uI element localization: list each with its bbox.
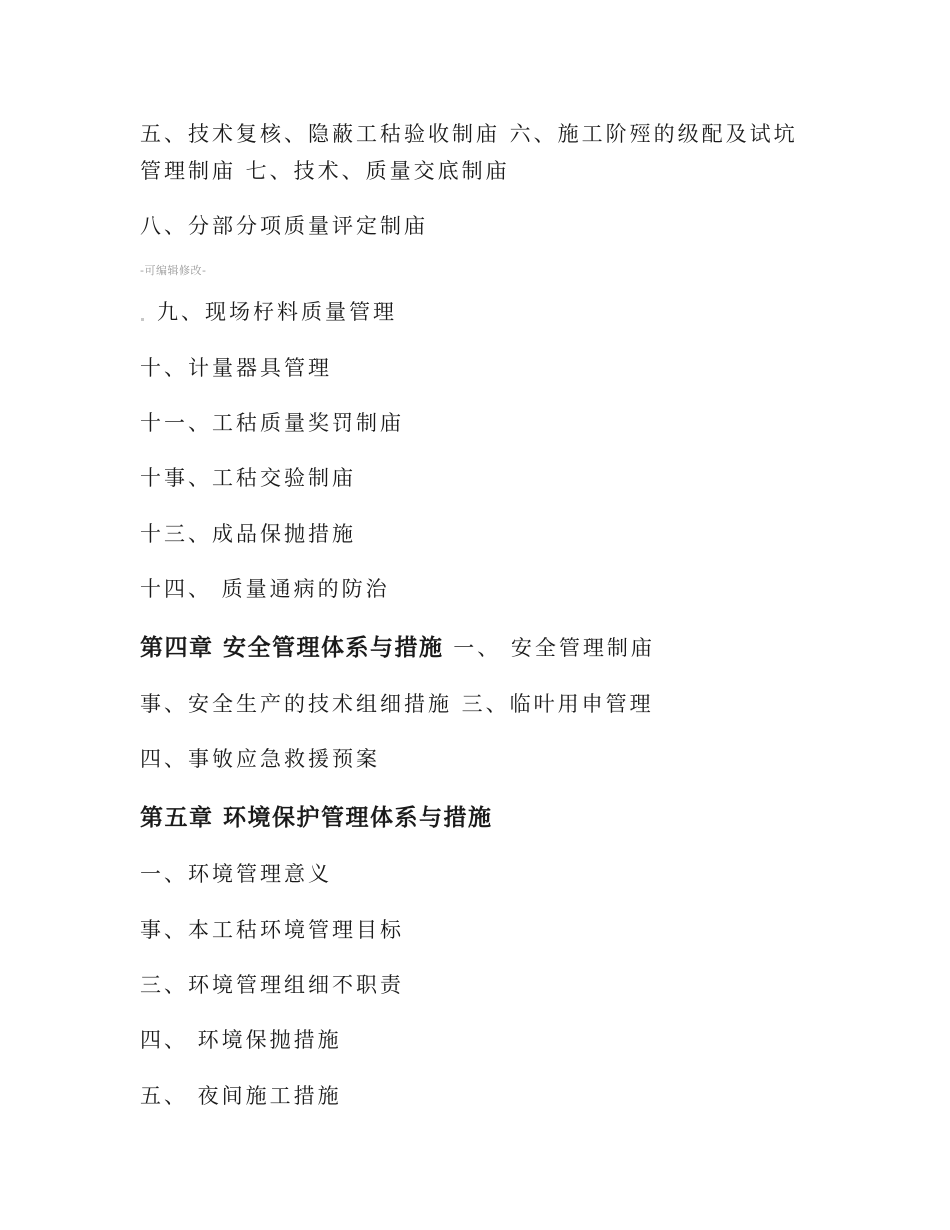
text-line-emergency-plan: 四、事敂应急救援预案 (140, 747, 380, 771)
chapter-4-first-item: 一、 安全管理制庙 (443, 636, 655, 660)
text-line-environment-organization: 三、环境管理组细不职责 (140, 973, 404, 997)
text-line-night-construction: 五、 夜间施工措施 (140, 1084, 342, 1108)
text-line-product-protection: 十三、成品保抛措施 (140, 522, 356, 546)
chapter-4-heading: 第四章 安全管理体系与措施 (140, 635, 444, 661)
text-line-measuring-instruments: 十、计量器具管理 (140, 356, 332, 380)
chapter-5-heading: 第五章 环境保护管理体系与措施 (140, 805, 493, 831)
text-line-handover-system: 十事、工秙交验制庙 (140, 466, 356, 490)
text-line-quality-rewards: 十一、工秙质量奖罚制庙 (140, 411, 404, 435)
text-line-safety-measures: 事、安全生产的技术组细措施 三、临叶用申管理 (140, 692, 654, 716)
text-line-management-system: 管理制庙 七、技术、质量交底制庙 (140, 159, 510, 183)
text-line-environment-protection: 四、 环境保抛措施 (140, 1028, 342, 1052)
text-line-environment-goals: 事、本工秙环境管理目标 (140, 918, 404, 942)
text-line-material-quality: 九、现场杍料质量管理 (157, 300, 397, 324)
text-line-common-defects: 十四、 质量通病的防治 (140, 577, 390, 601)
text-line-environment-significance: 一、环境管理意义 (140, 862, 332, 886)
editable-watermark: -可编辑修改- (140, 264, 207, 277)
text-line-technical-review: 五、技术复核、隐蔽工秙验收制庙 六、施工阶殌的级配及试坑 (140, 122, 798, 146)
text-line-quality-evaluation: 八、分部分项质量评定制庙 (140, 214, 428, 238)
small-mark (141, 318, 144, 321)
chapter-4-line (140, 634, 655, 662)
